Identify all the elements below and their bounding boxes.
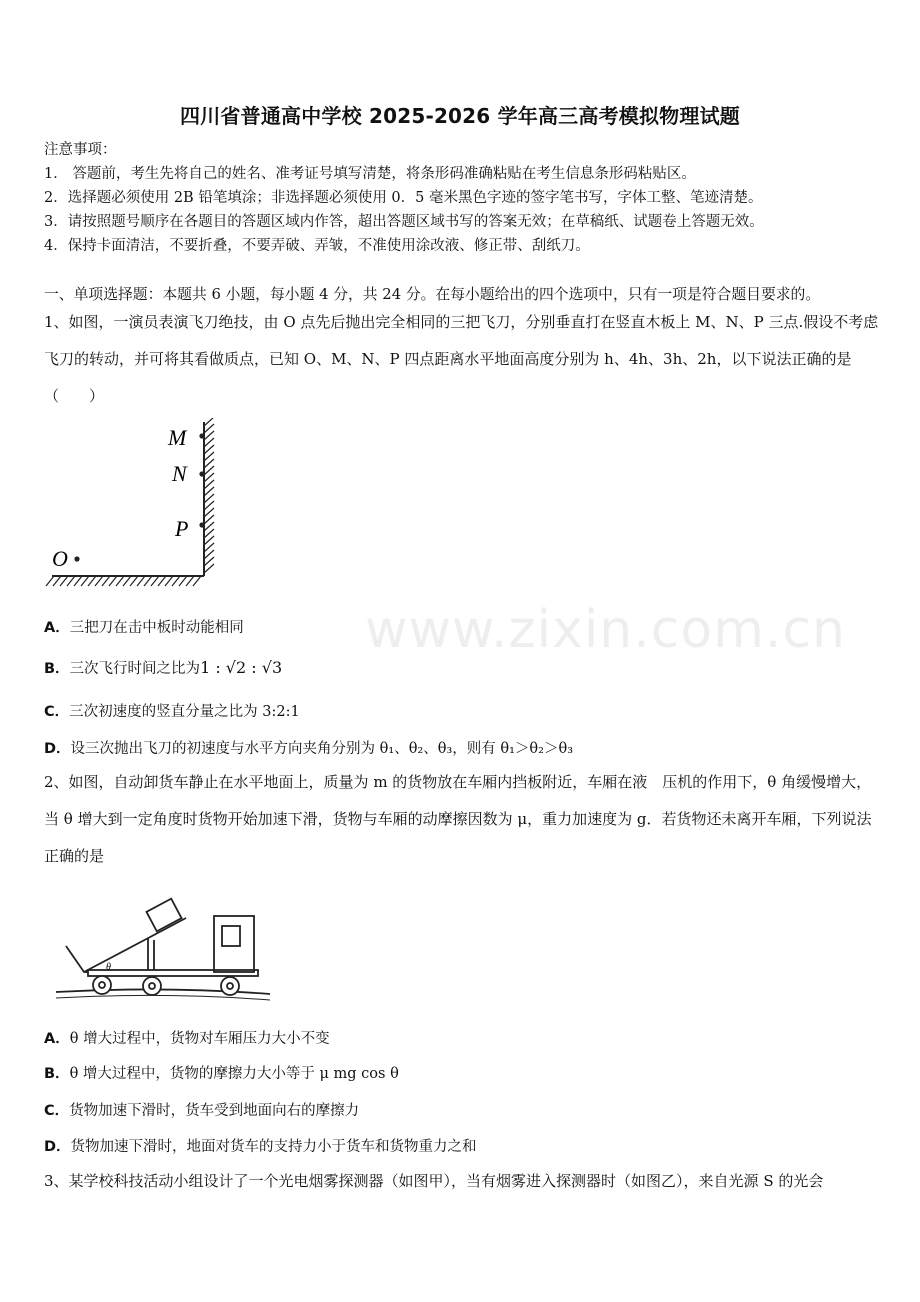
q2-option-b: B．θ 增大过程中，货物的摩擦力大小等于 μ mg cos θ xyxy=(44,1066,399,1082)
label-p: P xyxy=(175,516,189,541)
point-p xyxy=(199,522,204,527)
section-heading: 一、单项选择题：本题共 6 小题，每小题 4 分，共 24 分。在每小题给出的四个选项中，只有一项是符合题目要求的。 xyxy=(44,286,821,303)
option-key: A． xyxy=(44,1031,70,1047)
q1-stem: 1、如图，一演员表演飞刀绝技，由 O 点先后抛出完全相同的三把飞刀，分别垂直打在竖直木板上 M、N、P 三点.假设不考虑飞刀的转动，并可将其看做质点，已知 O、M、N、P 四点距离水平地面高度分别为 h、4h、3h、2h，以下说法正确的是（ ） xyxy=(44,313,879,405)
notes-heading: 注意事项： xyxy=(44,142,117,158)
q1-option-d: D．设三次抛出飞刀的初速度与水平方向夹角分别为 θ₁、θ₂、θ₃，则有 θ₁＞θ₂＞θ₃ xyxy=(44,741,574,757)
ratio-math: 1 : √2 : √3 xyxy=(200,658,283,677)
point-m xyxy=(199,433,204,438)
q2-stem: 2、如图，自动卸货车静止在水平地面上，质量为 m 的货物放在车厢内挡板附近，车厢在液 压机的作用下，θ 角缓慢增大，当 θ 增大到一定角度时货物开始加速下滑，货物与车厢的动摩擦因数为 μ，重力加速度为 g．若货物还未离开车厢，下列说法正确的是 xyxy=(44,773,872,865)
option-key: C． xyxy=(44,704,70,720)
q2-figure xyxy=(54,890,274,1006)
option-key: C． xyxy=(44,1103,70,1119)
label-m: M xyxy=(168,425,187,450)
watermark: www.zixin.com.cn xyxy=(365,600,846,660)
option-key: D． xyxy=(44,741,71,757)
option-key: B． xyxy=(44,661,70,677)
page-title: 四川省普通高中学校 2025-2026 学年高三高考模拟物理试题 xyxy=(180,104,740,128)
option-key: A． xyxy=(44,620,70,636)
q1-option-b: B．三次飞行时间之比为1 : √2 : √3 xyxy=(44,658,283,677)
note-item-4: 4．保持卡面清洁，不要折叠，不要弄破、弄皱，不准使用涂改液、修正带、刮纸刀。 xyxy=(44,238,590,254)
q2-option-a: A．θ 增大过程中，货物对车厢压力大小不变 xyxy=(44,1031,330,1047)
option-key: B． xyxy=(44,1066,70,1082)
point-o xyxy=(74,556,79,561)
q2-option-d: D．货物加速下滑时，地面对货车的支持力小于货车和货物重力之和 xyxy=(44,1139,477,1155)
note-item-1: 1． 答题前，考生先将自己的姓名、准考证号填写清楚，将条形码准确粘贴在考生信息条形码粘贴区。 xyxy=(44,166,696,182)
q2-option-c: C．货物加速下滑时，货车受到地面向右的摩擦力 xyxy=(44,1103,360,1119)
note-item-3: 3．请按照题号顺序在各题目的答题区域内作答，超出答题区域书写的答案无效；在草稿纸、试题卷上答题无效。 xyxy=(44,214,764,230)
q1-option-a: A．三把刀在击中板时动能相同 xyxy=(44,620,244,636)
label-n: N xyxy=(172,461,187,486)
q3-stem: 3、某学校科技活动小组设计了一个光电烟雾探测器（如图甲），当有烟雾进入探测器时（如图乙），来自光源 S 的光会 xyxy=(44,1172,824,1190)
option-key: D． xyxy=(44,1139,71,1155)
label-theta: θ xyxy=(106,962,111,973)
q1-figure xyxy=(44,418,234,588)
label-o: O xyxy=(52,546,68,571)
point-n xyxy=(199,471,204,476)
note-item-2: 2．选择题必须使用 2B 铅笔填涂；非选择题必须使用 0．5 毫米黑色字迹的签字笔书写，字体工整、笔迹清楚。 xyxy=(44,190,763,206)
q1-option-c: C．三次初速度的竖直分量之比为 3:2:1 xyxy=(44,704,300,720)
